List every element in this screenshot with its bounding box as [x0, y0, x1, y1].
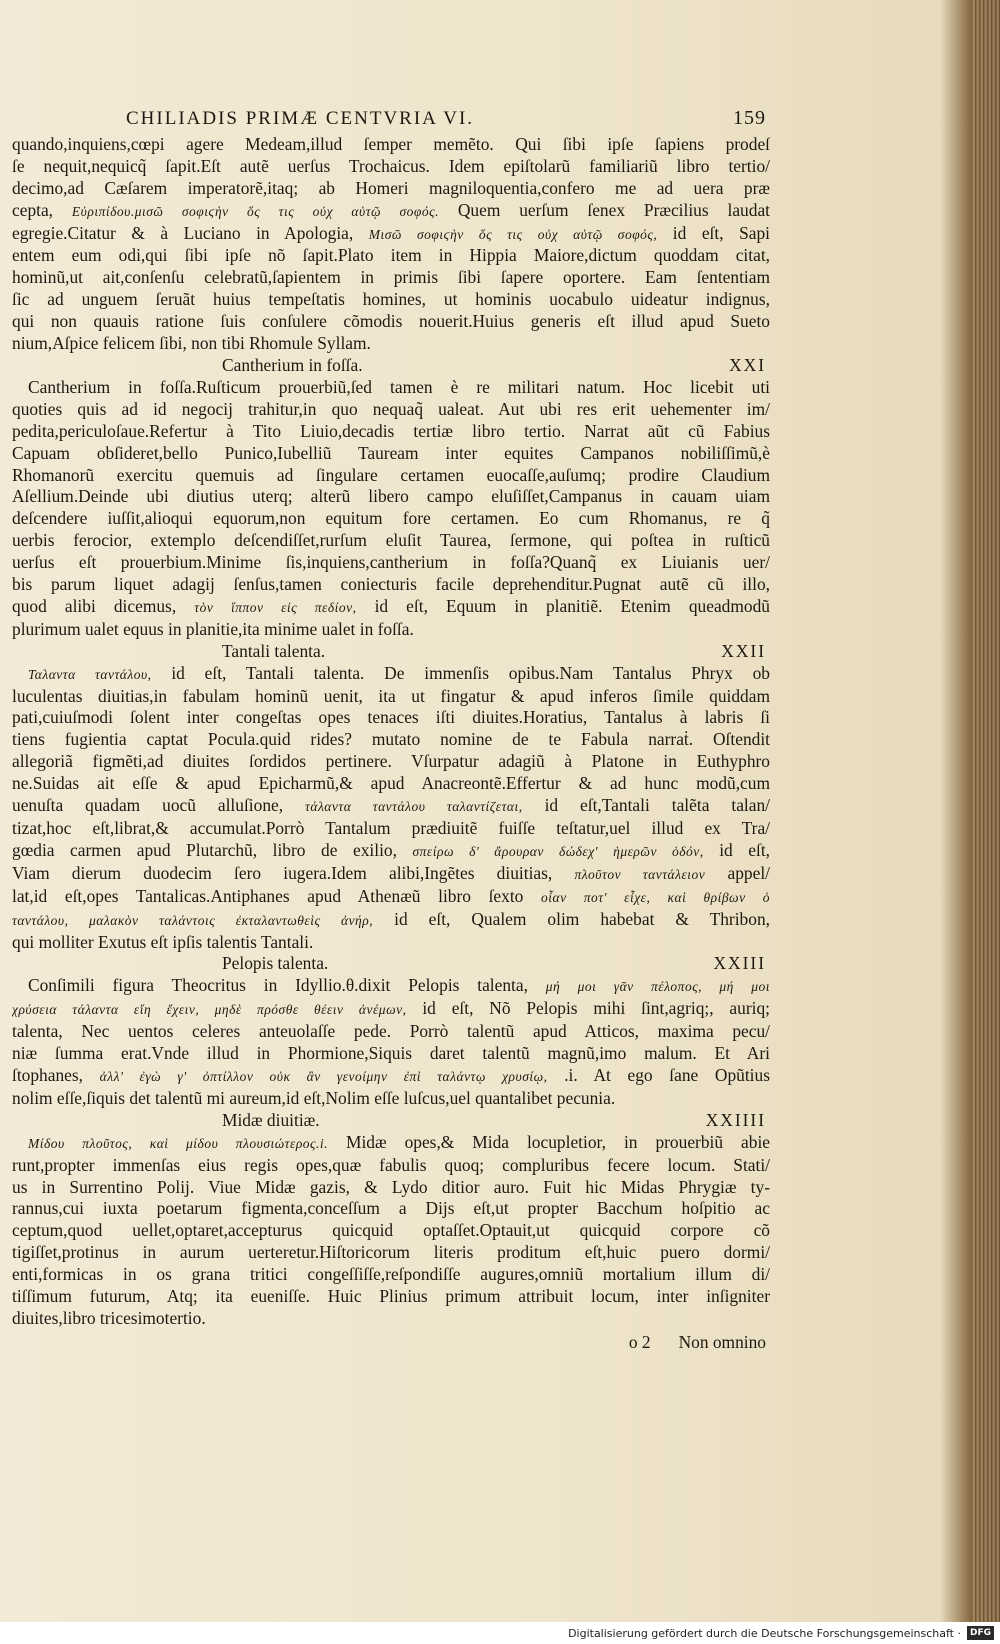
digitization-footer	[0, 1622, 1000, 1644]
text-line: runt,propter immenſas eius regis opes,quæ fabulis quoq; compluribus fecere locum. Stati/	[12, 1154, 770, 1175]
text-line: ceptum,quod uellet,optaret,accepturus quicquid optaſſet.Optauit,ut quicquid corpore cõ	[12, 1220, 770, 1241]
signature-mark: o 2	[628, 1331, 651, 1352]
greek-quote: ταντάλου, μαλακὸν ταλάντοις ἐκταλαντωθεὶς ἀνήρ,	[12, 912, 374, 928]
text-line: nolim eſſe,ſiquis det talentũ mi aureum,id eſt,Nolim eſſe luſcus,uel quantalibet pecunia.	[12, 1087, 616, 1108]
text-line: Μίδου πλοῦτος, καὶ μίδου πλουσιώτερος.i. Midæ opes,& Mida locupletior, in prouerbiũ abie	[28, 1131, 770, 1152]
text-line: uenuſta quadam uocũ alluſione, τάλαντα ταντάλου ταλαντίζεται, id eſt,Tantali talẽta talan/	[12, 795, 770, 816]
greek-quote: Μίδου πλοῦτος, καὶ μίδου πλουσιώτερος.i.	[28, 1135, 329, 1151]
text-line: quando,inquiens,cœpi agere Medeam,illud ſemper memẽto. Qui ſibi ipſe ſapiens prodeſ	[12, 133, 770, 154]
text-line: lat,id eſt,opes Tantalicas.Antiphanes apud Athenæũ libro ſexto οἷαν ποτ' εἶχε, καὶ θρίβων ὁ	[12, 885, 770, 906]
signature-line	[12, 1332, 770, 1354]
greek-quote: Ταλαντα ταντάλου,	[28, 666, 152, 682]
dfg-logo: DFG	[967, 1626, 994, 1640]
adage-title: Cantherium in foſſa.	[222, 354, 363, 375]
greek-quote: οἷαν ποτ' εἶχε, καὶ θρίβων ὁ	[541, 889, 770, 905]
greek-quote: σπείρω δ' ἄρουραν δώδεχ' ἡμερῶν ὁδόν,	[412, 843, 704, 859]
section-continued-text	[12, 134, 770, 355]
greek-quote: τάλαντα ταντάλου ταλαντίζεται,	[305, 799, 523, 815]
text-line: qui non quauis ratione ſuis conſulere cõmodis nouerit.Huius generis eſt illud apud Sueto	[12, 311, 770, 332]
text-line: gœdia carmen apud Plutarchũ, libro de exilio, σπείρω δ' ἄρουραν δώδεχ' ἡμερῶν ὁδόν, id eſt,	[12, 839, 770, 860]
text-line: tigiſſet,protinus in aurum uerteretur.Hiſtoricorum literis proditum eſt,huic puero dormi/	[12, 1242, 770, 1263]
greek-quote: μή μοι γᾶν πέλοπος, μή μοι	[545, 979, 770, 995]
text-line: bis parum liquet adagij ſenſus,tamen coniecturis facile deprehenditur.Pugnat autẽ cũ illo,	[12, 574, 770, 595]
text-line: us in Surrentino Polij. Viue Midæ gazis, & Lydo ditior auro. Fuit hic Midas Phrygiæ ty-	[12, 1176, 770, 1197]
text-line: tiſſimum futurum, Atq; ita eueniſſe. Huic Plinius primum attribuit locum, inter inſigniter	[12, 1286, 770, 1307]
adage-section	[12, 953, 770, 1109]
text-line: tiens fugientia captat Pocula.quid rides? mutato nomine de te Fabula narraṫ. Oſtendit	[12, 729, 770, 750]
text-line: Rhomanorũ exercitu quemuis ad ſingulare certamen euocaſſe,auſumq; prodire Claudium	[12, 464, 770, 485]
text-line: Ταλαντα ταντάλου, id eſt, Tantali talenta. De immenſis opibus.Nam Tantalus Phryx ob	[28, 662, 770, 683]
adage-heading	[12, 641, 770, 663]
text-line: ne.Suidas ait eſſe & apud Epicharmũ,& apud Anacreontẽ.Effertur & ad hunc modũ,cum	[12, 773, 770, 794]
text-line: rannus,cui iuxta poetarum figmenta,conceſſum a Dijs eſt,ut propter Bacchum hoſpitio ac	[12, 1198, 770, 1219]
text-line: ταντάλου, μαλακὸν ταλάντοις ἐκταλαντωθεὶς ἀνήρ, id eſt, Qualem olim habebat & Thribon,	[12, 908, 770, 929]
adage-title: Pelopis talenta.	[222, 953, 329, 974]
text-line: allegoriã figmẽti,ad diuites ſordidos pertinere. Vſurpatur adagiũ à Platone in Euthyphro	[12, 751, 770, 772]
adage-number: XXII	[721, 640, 766, 661]
text-line: cepta, Εὐριπίδου.μισῶ σοφιϛὴν ὅς τις οὐχ αὑτῷ σοφός. Quem uerſum ſenex Præcilius laudat	[12, 199, 770, 220]
text-line: χρύσεια τάλαντα εἴη ἔχειν, μηδὲ πρόσθε θέειν ἀνέμων, id eſt, Nõ Pelopis mihi ſint,agriq;, auriq;	[12, 998, 770, 1019]
text-line: diuites,libro tricesimotertio.	[12, 1307, 206, 1328]
adage-heading	[12, 953, 770, 975]
text-line: pati,cuiuſmodi ſolent inter congeſtas opes tenaces iſti diuites.Horatius, Tantalus à labris ſi	[12, 707, 770, 728]
adage-heading	[12, 355, 770, 377]
greek-quote: πλοῦτον ταντάλειον	[574, 866, 706, 882]
book-page-edge	[972, 0, 1000, 1644]
text-line: Cantherium in foſſa.Ruſticum prouerbiũ,ſed tamen è re militari natum. Hoc licebit uti	[28, 376, 770, 397]
text-line: ſe nequit,nequicq̃ ſapit.Eſt autẽ uerſus Trochaicus. Idem epiſtolarũ familiariũ libro tertio/	[12, 155, 770, 176]
text-line: plurimum ualet equus in planitie,ita minime ualet in foſſa.	[12, 618, 414, 639]
text-line: qui molliter Exutus eſt ipſis talentis Tantali.	[12, 931, 314, 952]
text-line: decimo,ad Cæſarem imperatorẽ,itaq; ab Homeri magniloquentia,confero me ad uera præ	[12, 177, 770, 198]
adage-number: XXI	[729, 354, 766, 375]
adage-title: Tantali talenta.	[222, 640, 326, 661]
text-line: Capuam obſideret,bello Punico,Iubelliũ Tauream inter equites Campanos nobiliſſimũ,è	[12, 442, 770, 463]
text-line: pedita,periculoſaue.Refertur à Tito Liuio,decadis tertiæ libro tertio. Narrat aũt cũ Fabius	[12, 420, 770, 441]
text-line: uerſus eſt prouerbium.Minime ſis,inquiens,cantherium in foſſa?Quanq̃ ex Liuianis uer/	[12, 552, 770, 573]
text-line: uerbis ferocior, extemplo deſcendiſſet,rurſum eluſit Taurea, ſermone, qui poſtea in ruſticũ	[12, 530, 770, 551]
adage-number: XXIII	[713, 953, 766, 974]
adage-number: XXIIII	[705, 1109, 766, 1130]
running-head	[12, 108, 770, 130]
adage-section	[12, 355, 770, 641]
digitization-notice: Digitalisierung gefördert durch die Deutsche Forschungsgemeinschaft ·	[568, 1626, 961, 1640]
adage-title: Midæ diuitiæ.	[222, 1109, 320, 1130]
text-line: quoties quis ad id negocij trahitur,in quo nequaq̃ ualeat. Aut ubi res erit uehementer im/	[12, 398, 770, 419]
text-line: quod alibi dicemus, τὸν ἵππον εἰς πεδίον, id eſt, Equum in planitiẽ. Etenim queadmodũ	[12, 595, 770, 616]
text-line: talenta, Nec uentos celeres anteuolaſſe pede. Porrò talentũ apud Atticos, maxima pecu/	[12, 1021, 770, 1042]
text-line: Conſimili figura Theocritus in Idyllio.θ.dixit Pelopis talenta, μή μοι γᾶν πέλοπος, μή μοι	[28, 975, 770, 996]
page-number: 159	[733, 107, 766, 129]
page-text-block	[12, 108, 770, 1354]
greek-quote: ἀλλ' ἐγὼ γ' ὀπτίλλον οὐκ ἂν γενοίμην ἐπὶ ταλάντῳ χρυσίῳ,	[99, 1068, 548, 1084]
text-line: tizat,hoc eſt,librat,& accumulat.Porrò Tantalum prædiuitẽ fuiſſe teſtatur,uel illud ex Tra/	[12, 818, 770, 838]
text-line: enti,formicas in os grana tritici congeſſiſſe,reſpondiſſe augures,omniũ mortalium illum di/	[12, 1264, 770, 1285]
text-line: luculentas diuitias,in fabulam hominũ uenit, ita ut fingatur & apud inferos ſimile quiddam	[12, 685, 770, 706]
catchword: Non omnino	[678, 1331, 766, 1352]
greek-quote: τὸν ἵππον εἰς πεδίον,	[194, 599, 357, 615]
text-line: egregie.Citatur & à Luciano in Apologia, Μισῶ σοφιϛὴν ὅς τις οὐχ αὑτῷ σοφός, id eſt, Sapi	[12, 222, 770, 243]
greek-quote: χρύσεια τάλαντα εἴη ἔχειν, μηδὲ πρόσθε θέειν ἀνέμων,	[12, 1002, 407, 1018]
adage-section	[12, 641, 770, 954]
greek-quote: Μισῶ σοφιϛὴν ὅς τις οὐχ αὑτῷ σοφός,	[368, 226, 658, 242]
text-line: nium,Aſpice felicem ſibi, non tibi Rhomule Syllam.	[12, 333, 371, 354]
text-line: hominũ,ut ait,conſenſu celebratũ,ſapientem in primis ſibi ſapere oportere. Eam ſententiam	[12, 267, 770, 288]
running-head-title: CHILIADIS PRIMÆ CENTVRIA VI.	[126, 108, 475, 129]
text-line: Viam dierum duodecim ſero iugera.Idem alibi,Ingẽtes diuitias, πλοῦτον ταντάλειον appel/	[12, 862, 770, 883]
adage-section	[12, 1110, 770, 1330]
greek-quote: Εὐριπίδου.μισῶ σοφιϛὴν ὅς τις οὐχ αὑτῷ σοφός.	[71, 203, 439, 219]
adage-heading	[12, 1110, 770, 1132]
text-line: ſic ad unguem ſeruãt huius tempeſtatis homines, ut hominis uocabulo uideatur indignus,	[12, 289, 770, 310]
text-line: deſcendere iuſſit,alioqui equorum,non equitum fore certamen. Eo cum Rhomanus, re q̃	[12, 508, 770, 529]
text-line: entem eum odi,qui ſibi ipſe nõ ſapit.Plato item in Hippia Maiore,dictum quoddam citat,	[12, 245, 770, 266]
text-line: niæ ſumma erat.Vnde illud in Phormione,Siquis daret talentũ magnũ,imo malum. Et Ari	[12, 1043, 770, 1064]
text-line: ſtophanes, ἀλλ' ἐγὼ γ' ὀπτίλλον οὐκ ἂν γενοίμην ἐπὶ ταλάντῳ χρυσίῳ, .i. At ego ſane Opũtius	[12, 1064, 770, 1085]
text-line: Aſellium.Deinde ubi diutius uterq; alterũ libero campo eluſiſſet,Campanus in cauam uiam	[12, 486, 770, 507]
